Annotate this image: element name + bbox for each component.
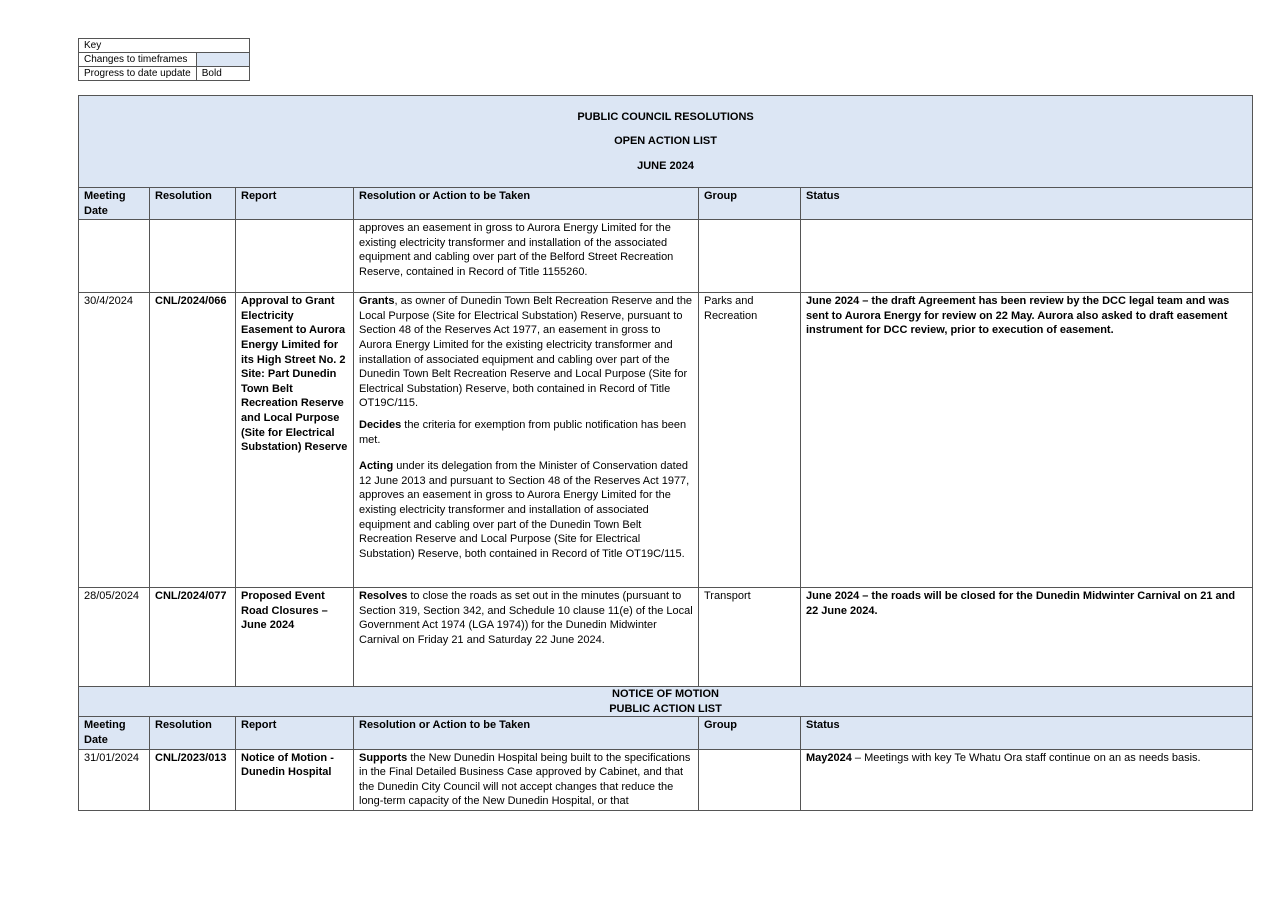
table-row bbox=[79, 293, 1253, 588]
action-list-table bbox=[78, 95, 1253, 811]
header-row bbox=[79, 717, 1253, 749]
key-title: Key bbox=[79, 39, 250, 53]
action-lead: Acting bbox=[359, 460, 394, 473]
cell-action bbox=[354, 588, 699, 687]
key-table bbox=[78, 38, 250, 81]
key-changes-swatch bbox=[196, 53, 249, 67]
notice-subtitle: PUBLIC ACTION LIST bbox=[609, 702, 722, 715]
action-text: under its delegation from the Minister of Conservation dated 12 June 2013 and pursuant to Section 48 of the Reserves Act 1977, approves an easement in gross to Aurora Energy Limited for the existing electricity transformer and installation of associated equipment and cabling over part of the Dunedin Town Belt Recreation Reserve and Local Purpose (Site for Electrical Substation) Reserve, both contained in Record of Title OT19C/115. bbox=[359, 460, 690, 560]
cell-date bbox=[79, 220, 150, 293]
col-header-status: Status bbox=[801, 717, 1253, 749]
key-progress-label: Progress to date update bbox=[79, 67, 197, 81]
banner-month: JUNE 2024 bbox=[637, 159, 694, 172]
action-text: to close the roads as set out in the minutes (pursuant to Section 319, Section 342, and Schedule 10 clause 11(e) of the Local Government Act 1974 (LGA 1974)) for the Dunedin Midwinter Carnival on Friday 21 and Saturday 22 June 2024. bbox=[359, 590, 693, 646]
table-row bbox=[79, 588, 1253, 687]
cell-action bbox=[354, 749, 699, 810]
table-row bbox=[79, 749, 1253, 810]
status-text: – Meetings with key Te Whatu Ora staff continue on an as needs basis. bbox=[851, 751, 1201, 764]
cell-report: Proposed Event Road Closures – June 2024 bbox=[236, 588, 354, 687]
cell-group bbox=[699, 749, 801, 810]
status-lead: May2024 bbox=[806, 751, 852, 764]
cell-resolution bbox=[150, 220, 236, 293]
action-lead: Grants bbox=[359, 295, 395, 308]
col-header-action: Resolution or Action to be Taken bbox=[354, 717, 699, 749]
action-lead: Resolves bbox=[359, 590, 408, 603]
cell-group bbox=[699, 220, 801, 293]
banner-subtitle: OPEN ACTION LIST bbox=[614, 135, 717, 148]
cell-group: Parks and Recreation bbox=[699, 293, 801, 588]
key-changes-label: Changes to timeframes bbox=[79, 53, 197, 67]
cell-status: June 2024 – the roads will be closed for the Dunedin Midwinter Carnival on 21 and 22 June 2024. bbox=[801, 588, 1253, 687]
cell-action bbox=[354, 293, 699, 588]
action-paragraph bbox=[359, 294, 693, 411]
notice-title: NOTICE OF MOTION bbox=[612, 688, 719, 701]
notice-banner bbox=[79, 687, 1253, 717]
notice-banner-cell bbox=[79, 687, 1253, 717]
cell-report: Approval to Grant Electricity Easement to Aurora Energy Limited for its High Street No. 2 Site: Part Dunedin Town Belt Recreation Reserve and Local Purpose (Site for Electrical Substation) Reserve bbox=[236, 293, 354, 588]
cell-status: June 2024 – the draft Agreement has been review by the DCC legal team and was sent to Aurora Energy for review on 22 May. Aurora also asked to draft easement instrument for DCC review, prior to execution of easement. bbox=[801, 293, 1253, 588]
col-header-resolution: Resolution bbox=[150, 188, 236, 220]
action-text: the criteria for exemption from public notification has been met. bbox=[359, 418, 687, 446]
cell-date: 30/4/2024 bbox=[79, 293, 150, 588]
cell-resolution: CNL/2024/077 bbox=[150, 588, 236, 687]
col-header-report: Report bbox=[236, 717, 354, 749]
action-lead: Decides bbox=[359, 418, 402, 431]
title-banner bbox=[79, 96, 1253, 188]
cell-date: 31/01/2024 bbox=[79, 749, 150, 810]
col-header-group: Group bbox=[699, 188, 801, 220]
action-text: , as owner of Dunedin Town Belt Recreation Reserve and the Local Purpose (Site for Electrical Substation) Reserve, pursuant to Section 48 of the Reserves Act 1977, an easement in gross to Aurora Energy Limited for the existing electricity transformer and installation of associated equipment and cabling over part of the Dunedin Town Belt Recreation Reserve and Local Purpose (Site for Electrical Substation) Reserve, both contained in Record of Title OT19C/115. bbox=[359, 295, 693, 410]
cell-date: 28/05/2024 bbox=[79, 588, 150, 687]
banner-title: PUBLIC COUNCIL RESOLUTIONS bbox=[577, 110, 754, 123]
action-paragraph bbox=[359, 418, 693, 447]
action-lead: Supports bbox=[359, 751, 408, 764]
cell-report bbox=[236, 220, 354, 293]
action-paragraph bbox=[359, 589, 693, 647]
col-header-resolution: Resolution bbox=[150, 717, 236, 749]
cell-group: Transport bbox=[699, 588, 801, 687]
col-header-group: Group bbox=[699, 717, 801, 749]
cell-resolution: CNL/2024/066 bbox=[150, 293, 236, 588]
action-paragraph bbox=[359, 459, 693, 561]
cell-action: approves an easement in gross to Aurora Energy Limited for the existing electricity transformer and installation of the associated equipment and cabling over part of the Belford Street Recreation Reserve, contained in Record of Title 1155260. bbox=[354, 220, 699, 293]
cell-report: Notice of Motion - Dunedin Hospital bbox=[236, 749, 354, 810]
col-header-meeting-date: Meeting Date bbox=[79, 717, 150, 749]
cell-status bbox=[801, 220, 1253, 293]
col-header-action: Resolution or Action to be Taken bbox=[354, 188, 699, 220]
header-row bbox=[79, 188, 1253, 220]
key-progress-value: Bold bbox=[196, 67, 249, 81]
table-row bbox=[79, 220, 1253, 293]
cell-resolution: CNL/2023/013 bbox=[150, 749, 236, 810]
action-text: the New Dunedin Hospital being built to the specifications in the Final Detailed Business Case approved by Cabinet, and that the Dunedin City Council will not accept changes that reduce the long-term capacity of the New Dunedin Hospital, or that bbox=[359, 751, 691, 808]
cell-status bbox=[801, 749, 1253, 810]
col-header-meeting-date: Meeting Date bbox=[79, 188, 150, 220]
col-header-status: Status bbox=[801, 188, 1253, 220]
title-banner-cell bbox=[79, 96, 1253, 188]
col-header-report: Report bbox=[236, 188, 354, 220]
